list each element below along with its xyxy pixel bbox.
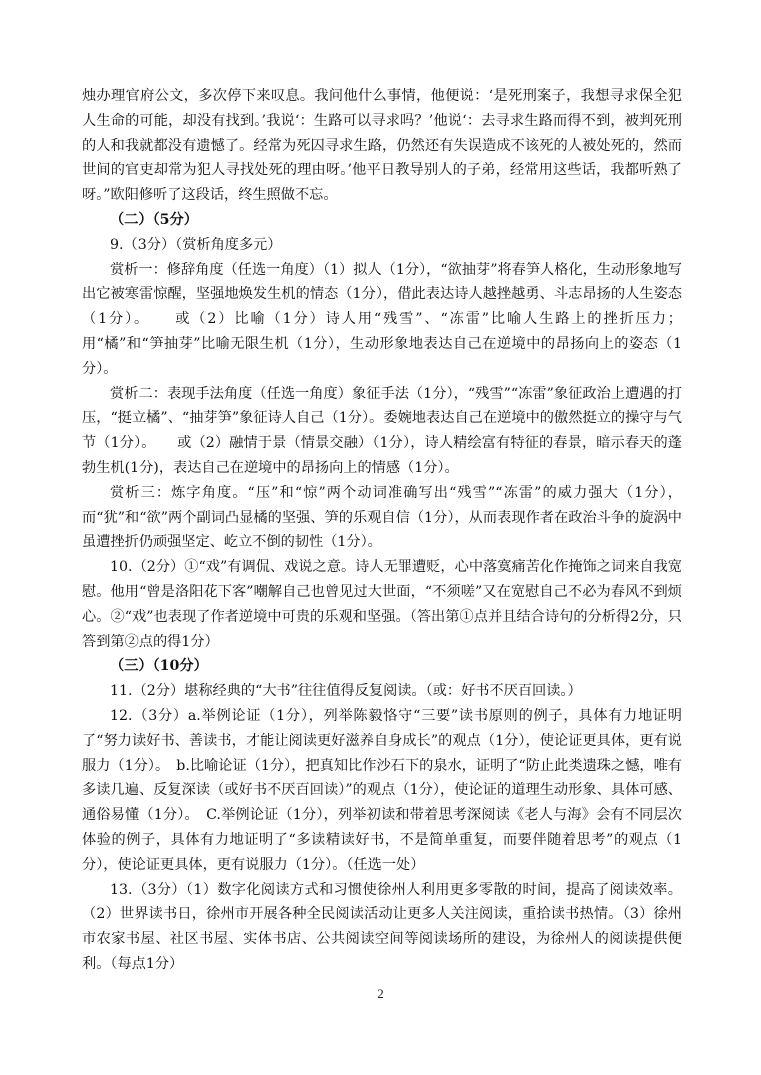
answer-9-analysis-one: 赏析一：修辞角度（任选一角度）（1）拟人（1分），“欲抽芽”将春笋人格化，生动形象地写出它被寒雷惊醒，坚强地焕发生机的情态（1分），借此表达诗人越挫越勇、斗志昂扬的人生姿态（1分）。 或（2）比喻（1分）诗人用“残雪”、“冻雷”比喻人生路上的挫折压力；用“橘”和“笋抽芽”比喻无限生机（1分），生动形象地表达自己在逆境中的昂扬向上的姿态（1分）。 — [82, 261, 682, 377]
answer-9-header: 9.（3分）（赏析角度多元） — [110, 236, 282, 253]
story-paragraph: 烛办理官府公文，多次停下来叹息。我问他什么事情，他便说：‘是死刑案子，我想寻求保全犯人生命的可能，却没有找到。’我说‘：生路可以寻求吗？’他说‘：去寻求生路而得不到，被判死刑的人和我就都没有遗憾了。经常为死囚寻求生路，仍然还有失误造成不该死的人被处死的，然而世间的官吏却常为犯人寻找处死的理由呀。’他平日教导别人的子弟，经常用这些话，我都听熟了呀。”欧阳修听了这段话，终生照做不忘。 — [82, 88, 682, 204]
answer-11: 11.（2分）堪称经典的“大书”往往值得反复阅读。（或：好书不厌百回读。） — [110, 683, 582, 700]
page-number: 2 — [377, 986, 384, 1001]
answer-12: 12.（3分）a.举例论证（1分），列举陈毅恪守“三要”读书原则的例子，具体有力地证明了“努力读好书、善读书，才能让阅读更好滋养自身成长”的观点（1分），使论证更具体，更有说服力（1分）。 b.比喻论证（1分），把真知比作沙石下的泉水，证明了“防止此类遗珠之憾，唯有多读几遍、反复深读（或好书不厌百回读）”的观点（1分），使论证的道理生动形象、具体可感、通俗易懂（1分）。 C.举例论证（1分），列举初读和带着思考深阅读《老人与海》会有不同层次体验的例子，具体有力地证明了“多读精读好书，不是简单重复，而要伴随着思考”的观点（1分），使论证更具体，更有说服力（1分）。（任选一处） — [82, 707, 682, 873]
answer-10: 10.（2分）①“戏”有调侃、戏说之意。诗人无罪遭贬，心中落寞痛苦化作掩饰之词来自我宽慰。他用“曾是洛阳花下客”嘲解自己也曾见过大世面，“不须嗟”又在宽慰自己不必为春风不到烦心。②“戏”也表现了作者逆境中可贵的乐观和坚强。（答出第①点并且结合诗句的分析得2分，只答到第②点的得1分） — [82, 559, 682, 650]
section-heading-three: （三）（10分） — [110, 658, 208, 675]
section-heading-two: （二）（5分） — [110, 211, 198, 228]
answer-13: 13.（3分）（1）数字化阅读方式和习惯使徐州人利用更多零散的时间，提高了阅读效率。（2）世界读书日，徐州市开展各种全民阅读活动让更多人关注阅读，重拾读书热情。（3）徐州市农家书屋、社区书屋、实体书店、公共阅读空间等阅读场所的建设，为徐州人的阅读提供便利。（每点1分） — [82, 881, 682, 972]
answer-9-analysis-three: 赏析三：炼字角度。“压”和“惊”两个动词准确写出“残雪”“冻雷”的威力强大（1分），而“犹”和“欲”两个副词凸显橘的坚强、笋的乐观自信（1分），从而表现作者在政治斗争的旋涡中虽遭挫折仍顽强坚定、屹立不倒的韧性（1分）。 — [82, 484, 682, 551]
answer-9-analysis-two: 赏析二：表现手法角度（任选一角度）象征手法（1分），“残雪”“冻雷”象征政治上遭遇的打压，“挺立橘”、“抽芽笋”象征诗人自己（1分）。委婉地表达自己在逆境中的傲然挺立的操守与气节（1分）。 或（2）融情于景（情景交融）（1分），诗人精绘富有特征的春景，暗示春天的蓬勃生机(1分)，表达自己在逆境中的昂扬向上的情感（1分）。 — [82, 385, 682, 476]
document-page — [82, 84, 682, 977]
